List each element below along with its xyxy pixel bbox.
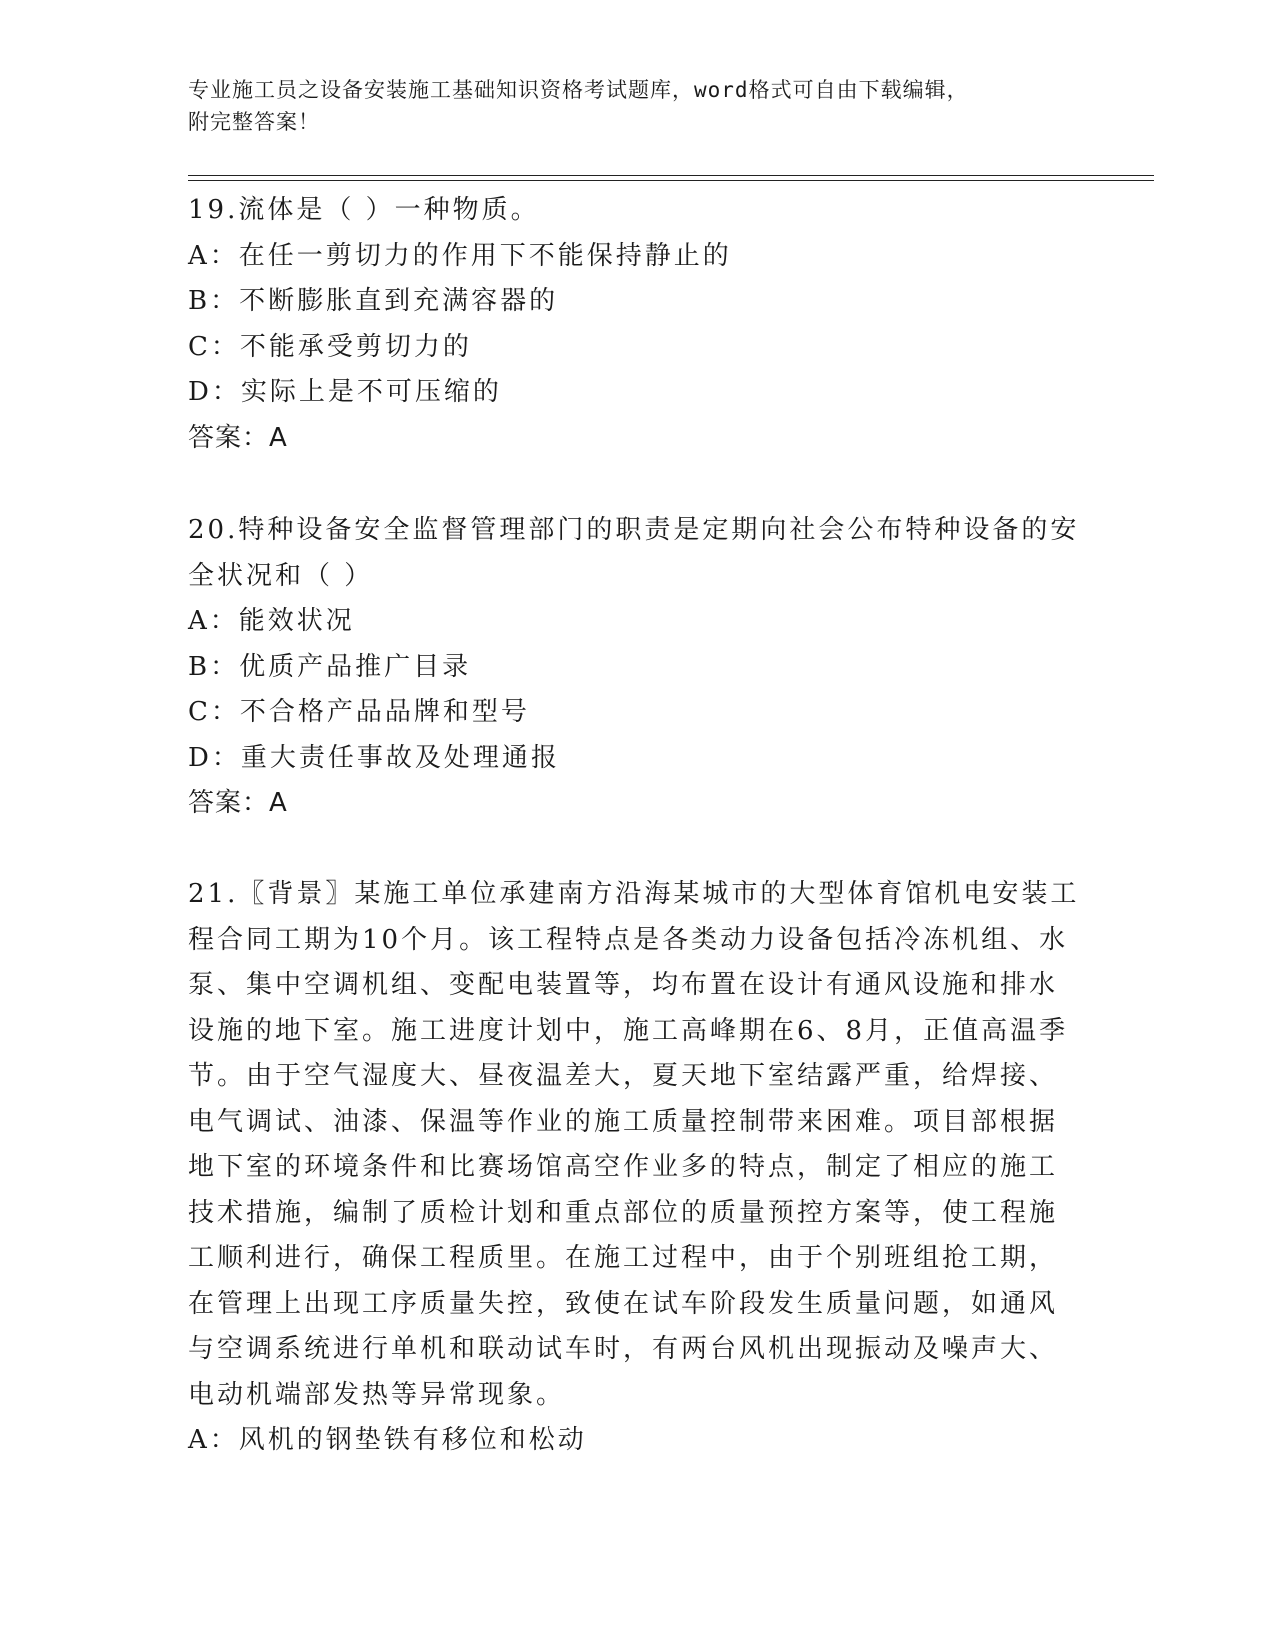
question-stem-line-2: 全状况和（ ） (188, 560, 374, 591)
question-stem-line: 电气调试、油漆、保温等作业的施工质量控制带来困难。项目部根据 (188, 1106, 1059, 1137)
question-stem-line: 泵、集中空调机组、变配电装置等，均布置在设计有通风设施和排水 (188, 970, 1059, 1000)
option-d: D：实际上是不可压缩的 (188, 377, 502, 407)
question-stem-line: 技术措施，编制了质检计划和重点部位的质量预控方案等，使工程施 (188, 1197, 1059, 1228)
question-stem-line: 节。由于空气湿度大、昼夜温差大，夏天地下室结露严重，给焊接、 (188, 1061, 1059, 1091)
option-a: A：风机的钢垫铁有移位和松动 (188, 1425, 587, 1455)
question-stem-line: 与空调系统进行单机和联动试车时，有两台风机出现振动及噪声大、 (188, 1334, 1059, 1364)
question-21 (188, 872, 1078, 1464)
question-stem-line: 程合同工期为10个月。该工程特点是各类动力设备包括冷冻机组、水 (188, 924, 1069, 955)
question-stem-line: 地下室的环境条件和比赛场馆高空作业多的特点，制定了相应的施工 (188, 1152, 1059, 1182)
option-a: A：能效状况 (188, 606, 355, 636)
header-divider (188, 175, 1154, 181)
question-stem-line: 电动机端部发热等异常现象。 (188, 1379, 566, 1410)
question-stem-line: 在管理上出现工序质量失控，致使在试车阶段发生质量问题，如通风 (188, 1288, 1059, 1319)
option-b: B：不断膨胀直到充满容器的 (188, 286, 559, 316)
question-stem-line: 21.〖背景〗某施工单位承建南方沿海某城市的大型体育馆机电安装工 (188, 879, 1080, 909)
question-stem-line-1: 20.特种设备安全监督管理部门的职责是定期向社会公布特种设备的安 (188, 515, 1080, 545)
header-line-1: 专业施工员之设备安装施工基础知识资格考试题库，word格式可自由下载编辑， (188, 78, 969, 102)
question-stem-line: 工顺利进行，确保工程质里。在施工过程中，由于个别班组抢工期， (188, 1243, 1059, 1273)
option-b: B：优质产品推广目录 (188, 651, 472, 682)
answer-label: 答案：A (188, 788, 288, 818)
question-20 (188, 508, 1078, 827)
answer-label: 答案：A (188, 422, 288, 453)
document-header (188, 74, 1088, 138)
question-19 (188, 188, 1078, 461)
option-c: C：不能承受剪切力的 (188, 331, 472, 362)
option-d: D：重大责任事故及处理通报 (188, 742, 560, 773)
question-stem: 19.流体是（ ）一种物质。 (188, 195, 540, 225)
header-line-2: 附完整答案！ (188, 110, 320, 134)
option-a: A：在任一剪切力的作用下不能保持静止的 (188, 240, 732, 271)
option-c: C：不合格产品品牌和型号 (188, 697, 530, 727)
question-stem-line: 设施的地下室。施工进度计划中，施工高峰期在6、8月，正值高温季 (188, 1015, 1069, 1046)
